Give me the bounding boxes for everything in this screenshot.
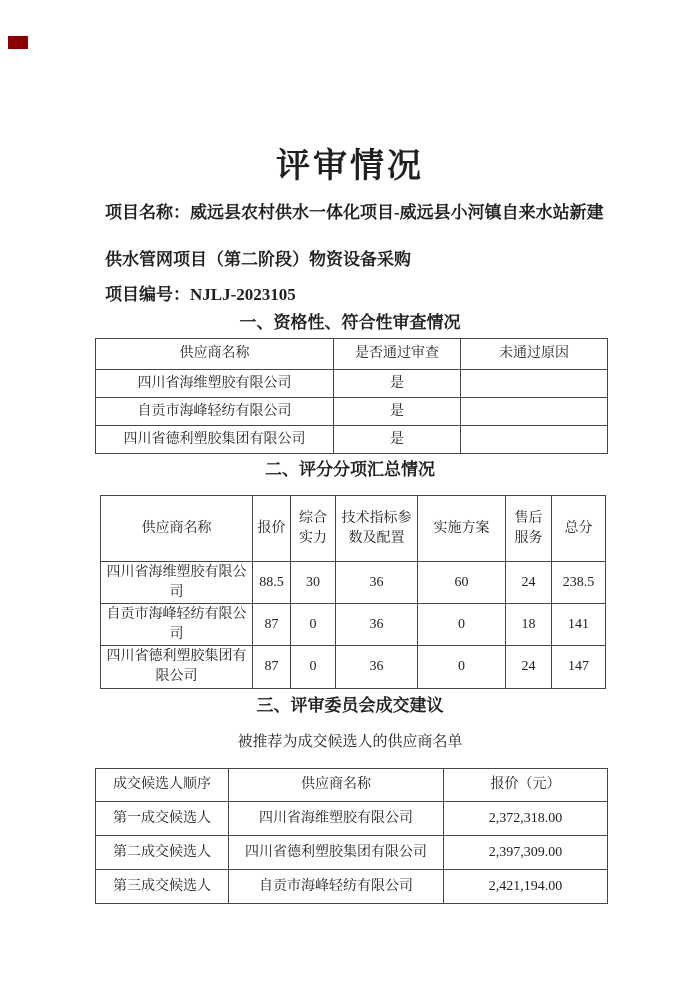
candidate-rank-cell: 第三成交候选人 xyxy=(96,870,229,904)
pass-review-cell: 是 xyxy=(334,370,461,398)
table-row xyxy=(96,802,608,836)
column-header: 供应商名称 xyxy=(96,339,334,370)
score-summary-table xyxy=(100,495,606,689)
column-header: 售后服务 xyxy=(506,496,552,562)
column-header: 总分 xyxy=(552,496,606,562)
supplier-name-cell: 四川省德利塑胶集团有限公司 xyxy=(229,836,444,870)
price-score-cell: 87 xyxy=(253,646,291,688)
fail-reason-cell xyxy=(461,426,608,454)
supplier-name-cell: 自贡市海峰轻纺有限公司 xyxy=(96,398,334,426)
column-header: 供应商名称 xyxy=(229,769,444,802)
supplier-name-cell: 四川省海维塑胶有限公司 xyxy=(101,562,253,604)
column-header: 实施方案 xyxy=(418,496,506,562)
column-header: 供应商名称 xyxy=(101,496,253,562)
section2-heading: 二、评分分项汇总情况 xyxy=(265,460,435,479)
supplier-name-cell: 自贡市海峰轻纺有限公司 xyxy=(229,870,444,904)
column-header: 技术指标参数及配置 xyxy=(336,496,418,562)
bid-price-cell: 2,421,194.00 xyxy=(444,870,608,904)
strength-score-cell: 0 xyxy=(291,604,336,646)
technical-score-cell: 36 xyxy=(336,562,418,604)
supplier-name-cell: 四川省海维塑胶有限公司 xyxy=(96,370,334,398)
fail-reason-cell xyxy=(461,398,608,426)
strength-score-cell: 30 xyxy=(291,562,336,604)
supplier-name-cell: 自贡市海峰轻纺有限公司 xyxy=(101,604,253,646)
fail-reason-cell xyxy=(461,370,608,398)
qualification-review-table xyxy=(95,338,608,454)
supplier-name-cell: 四川省德利塑胶集团有限公司 xyxy=(96,426,334,454)
table-header-row xyxy=(101,496,606,562)
candidate-rank-cell: 第二成交候选人 xyxy=(96,836,229,870)
project-name-line1: 项目名称：威远县农村供水一体化项目-威远县小河镇自来水站新建 xyxy=(105,203,604,222)
bid-price-cell: 2,372,318.00 xyxy=(444,802,608,836)
column-header: 未通过原因 xyxy=(461,339,608,370)
candidate-rank-cell: 第一成交候选人 xyxy=(96,802,229,836)
table-row xyxy=(96,398,608,426)
table-header-row xyxy=(96,769,608,802)
table-row xyxy=(101,604,606,646)
table-row xyxy=(101,562,606,604)
pass-review-cell: 是 xyxy=(334,426,461,454)
total-score-cell: 147 xyxy=(552,646,606,688)
pass-review-cell: 是 xyxy=(334,398,461,426)
column-header: 综合实力 xyxy=(291,496,336,562)
section1-heading: 一、资格性、符合性审查情况 xyxy=(239,313,461,332)
document-title: 评审情况 xyxy=(276,148,424,185)
column-header: 是否通过审查 xyxy=(334,339,461,370)
project-number: 项目编号：NJLJ-2023105 xyxy=(105,285,296,304)
price-score-cell: 88.5 xyxy=(253,562,291,604)
recommended-list-subtitle: 被推荐为成交候选人的供应商名单 xyxy=(237,734,463,750)
price-score-cell: 87 xyxy=(253,604,291,646)
table-row xyxy=(96,836,608,870)
column-header: 报价（元） xyxy=(444,769,608,802)
red-marker xyxy=(8,36,28,49)
column-header: 报价 xyxy=(253,496,291,562)
implementation-score-cell: 0 xyxy=(418,604,506,646)
table-row xyxy=(96,426,608,454)
total-score-cell: 141 xyxy=(552,604,606,646)
implementation-score-cell: 0 xyxy=(418,646,506,688)
supplier-name-cell: 四川省德利塑胶集团有限公司 xyxy=(101,646,253,688)
table-row xyxy=(96,870,608,904)
supplier-name-cell: 四川省海维塑胶有限公司 xyxy=(229,802,444,836)
total-score-cell: 238.5 xyxy=(552,562,606,604)
table-row xyxy=(101,646,606,688)
implementation-score-cell: 60 xyxy=(418,562,506,604)
technical-score-cell: 36 xyxy=(336,646,418,688)
column-header: 成交候选人顺序 xyxy=(96,769,229,802)
technical-score-cell: 36 xyxy=(336,604,418,646)
strength-score-cell: 0 xyxy=(291,646,336,688)
candidate-recommendation-table xyxy=(95,768,608,904)
aftersales-score-cell: 18 xyxy=(506,604,552,646)
section3-heading: 三、评审委员会成交建议 xyxy=(256,696,444,715)
aftersales-score-cell: 24 xyxy=(506,646,552,688)
aftersales-score-cell: 24 xyxy=(506,562,552,604)
bid-price-cell: 2,397,309.00 xyxy=(444,836,608,870)
table-header-row xyxy=(96,339,608,370)
project-name-line2: 供水管网项目（第二阶段）物资设备采购 xyxy=(105,250,411,269)
table-row xyxy=(96,370,608,398)
